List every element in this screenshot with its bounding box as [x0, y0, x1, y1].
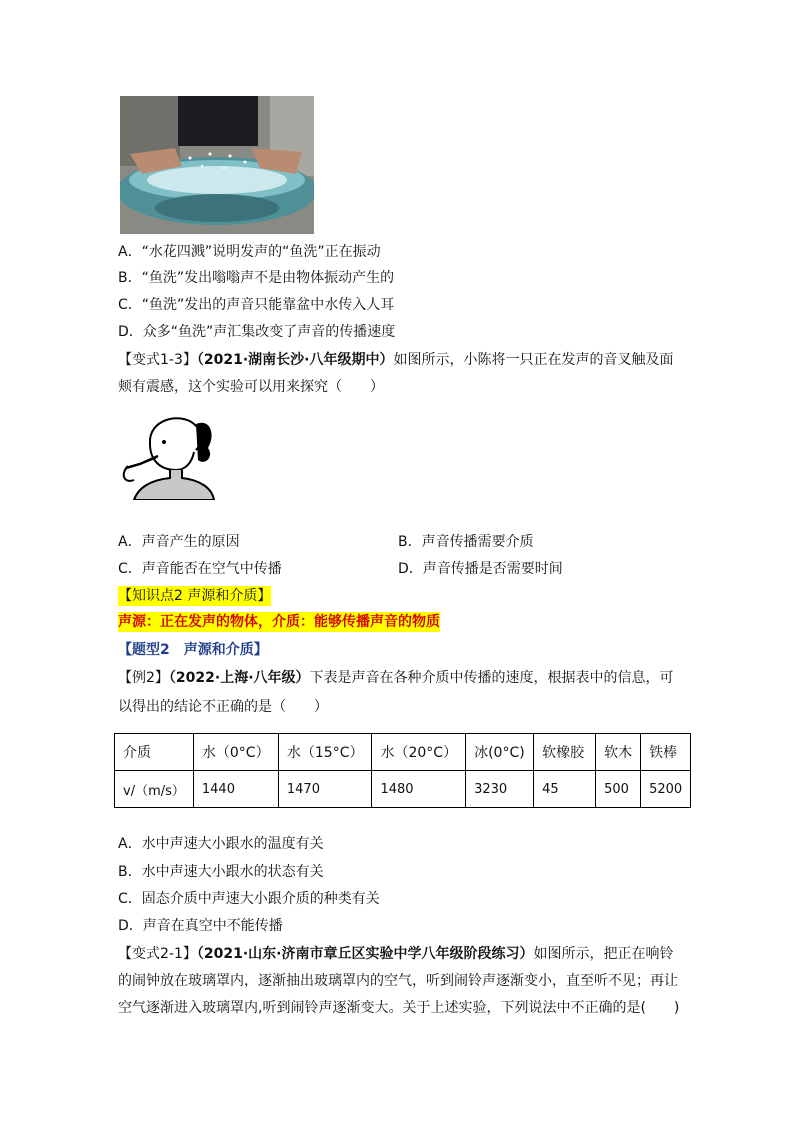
example-2-option-d: D．声音在真空中不能传播 — [118, 918, 283, 934]
example-2-option-b: B．水中声速大小跟水的状态有关 — [118, 864, 324, 880]
sound-speed-table — [114, 733, 691, 808]
table-header-row — [115, 734, 691, 771]
question-type-heading: 【题型2 声源和介质】 — [118, 642, 268, 658]
example-2-source: （2022·上海·八年级） — [168, 670, 310, 686]
knowledge-point-definition: 声源：正在发声的物体，介质：能够传播声音的物质 — [118, 614, 440, 630]
table-cell: 1470 — [278, 771, 372, 808]
table-header-cell: 软橡胶 — [534, 734, 596, 771]
variant-2-1-source: （2021·山东·济南市章丘区实验中学八年级阶段练习） — [196, 946, 534, 962]
fish-basin-photo — [120, 96, 314, 234]
example-2-text: 下表是声音在各种介质中传播的速度，根据表中的信息，可 — [309, 670, 674, 686]
variant-1-3-text: 如图所示，小陈将一只正在发声的音叉触及面 — [393, 352, 674, 368]
table-header-cell: 软木 — [596, 734, 641, 771]
variant-2-1-tag: 【变式2-1】 — [118, 946, 197, 962]
variant-2-1-text-line3: 空气逐渐进入玻璃罩内,听到闹铃声逐渐变大。关于上述实验，下列说法中不正确的是( ) — [118, 1000, 680, 1016]
variant-1-3-option-b: B．声音传播需要介质 — [398, 534, 534, 550]
variant-2-1-text: 如图所示，把正在响铃 — [533, 946, 674, 962]
table-cell: 500 — [596, 771, 641, 808]
variant-2-1-text-line2: 的闹钟放在玻璃罩内，逐渐抽出玻璃罩内的空气，听到闹铃声逐渐变小，直至听不见；再让 — [118, 973, 678, 989]
option-b: B．“鱼洗”发出嗡嗡声不是由物体振动产生的 — [118, 270, 395, 286]
option-a: A．“水花四溅”说明发声的“鱼洗”正在振动 — [118, 244, 381, 260]
table-header-cell: 水（0°C） — [193, 734, 278, 771]
table-row — [115, 771, 691, 808]
table-header-cell: 冰(0°C) — [466, 734, 534, 771]
example-2-option-c: C．固态介质中声速大小跟介质的种类有关 — [118, 891, 380, 907]
table-cell: 3230 — [466, 771, 534, 808]
knowledge-point-heading: 【知识点2 声源和介质】 — [118, 588, 272, 604]
variant-1-3-text-line2: 颊有震感，这个实验可以用来探究（ ） — [118, 379, 384, 395]
variant-1-3-option-d: D．声音传播是否需要时间 — [398, 561, 563, 577]
table-header-cell: 介质 — [115, 734, 194, 771]
table-header-cell: 水（15°C） — [278, 734, 372, 771]
variant-1-3-option-a: A．声音产生的原因 — [118, 534, 240, 550]
variant-1-3-tag: 【变式1-3】 — [118, 352, 197, 368]
tuning-fork-sketch — [120, 404, 218, 500]
option-c: C．“鱼洗”发出的声音只能靠盆中水传入人耳 — [118, 297, 395, 313]
table-cell: 5200 — [641, 771, 691, 808]
table-cell: v/（m/s） — [115, 771, 194, 808]
table-cell: 1440 — [193, 771, 278, 808]
example-2-option-a: A．水中声速大小跟水的温度有关 — [118, 836, 324, 852]
example-2-text-line2: 以得出的结论不正确的是（ ） — [118, 699, 328, 715]
variant-1-3-question — [118, 350, 673, 370]
table-cell: 1480 — [372, 771, 466, 808]
table-header-cell: 水（20°C） — [372, 734, 466, 771]
variant-1-3-option-c: C．声音能否在空气中传播 — [118, 561, 282, 577]
option-d: D．众多“鱼洗”声汇集改变了声音的传播速度 — [118, 324, 396, 340]
variant-1-3-source: （2021·湖南长沙·八年级期中） — [196, 352, 394, 368]
example-2-tag: 【例2】 — [118, 670, 169, 686]
table-cell: 45 — [534, 771, 596, 808]
example-2-question — [118, 668, 674, 688]
variant-2-1-question — [118, 944, 673, 964]
table-header-cell: 铁棒 — [641, 734, 691, 771]
